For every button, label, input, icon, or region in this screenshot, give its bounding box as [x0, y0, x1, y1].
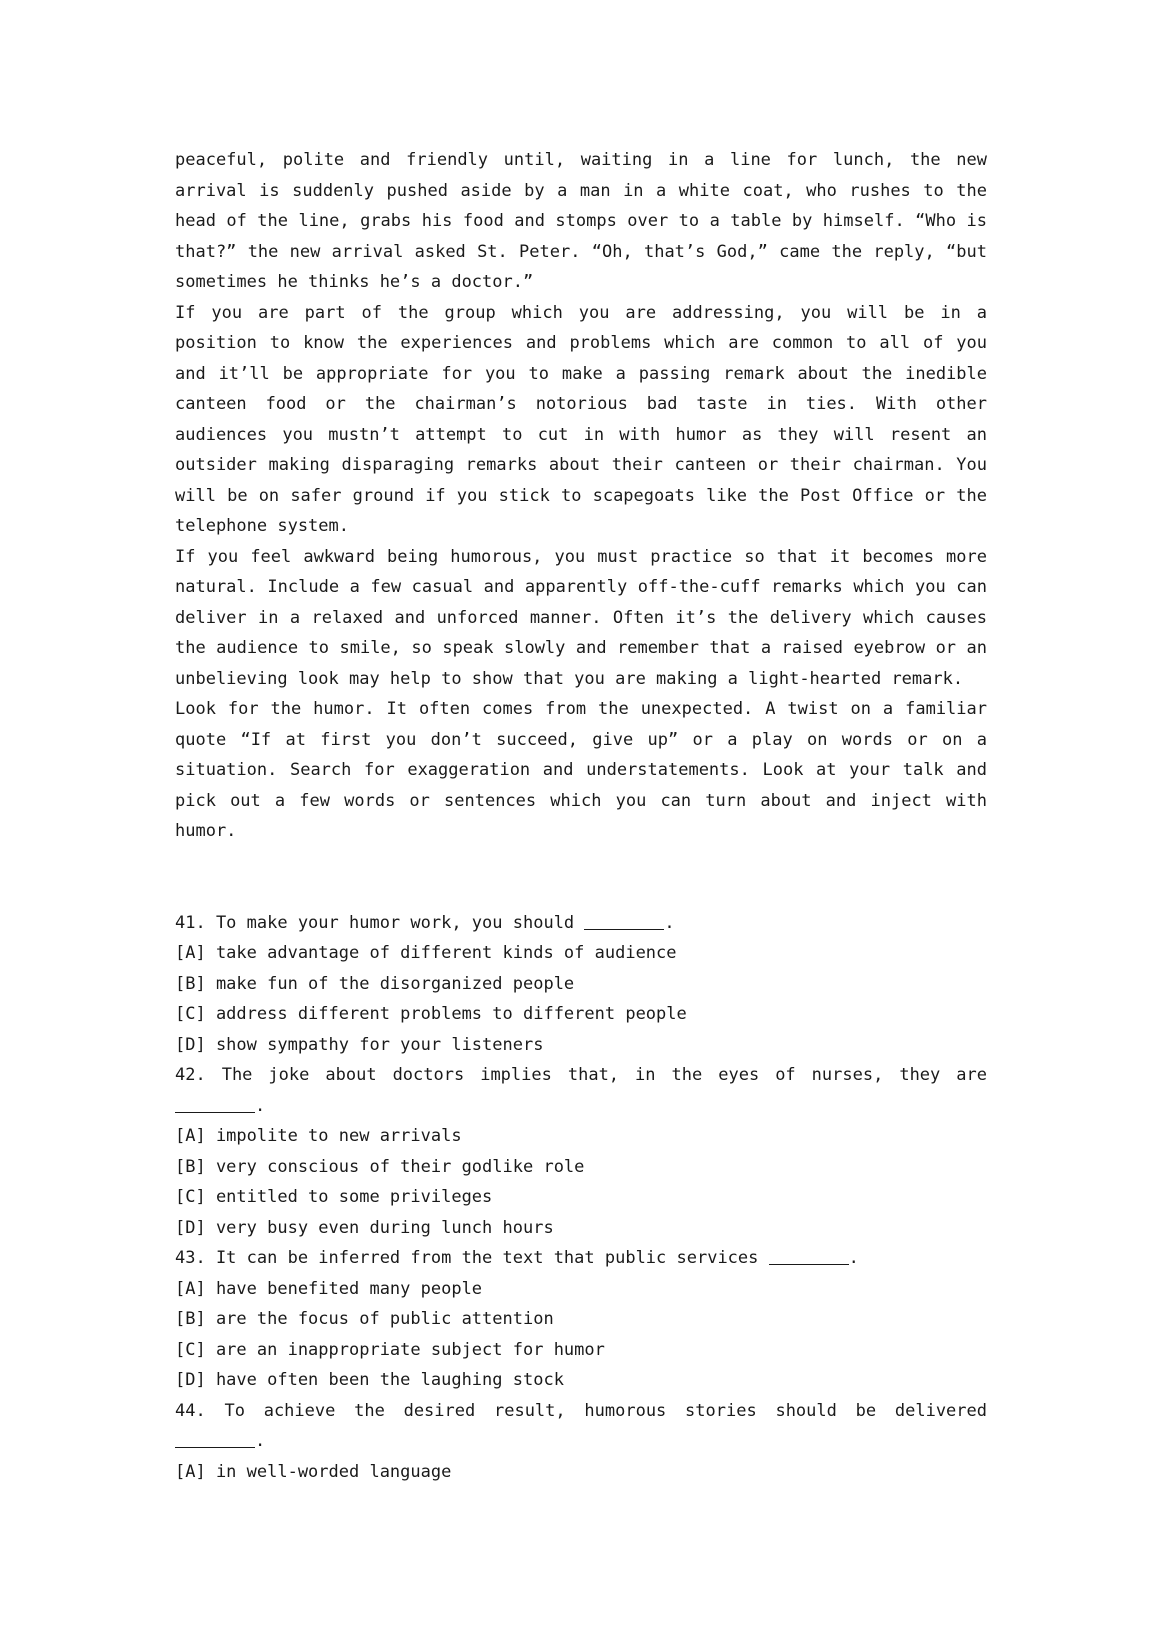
question-stem-continuation	[175, 1426, 987, 1457]
option-a: [A] impolite to new arrivals	[175, 1126, 462, 1146]
answer-blank	[175, 1429, 255, 1448]
passage-paragraph-2: If you are part of the group which you are addressing, you will be in a position to know the experiences and problems which are common to all of you and it’ll be appropriate for you to make a passing remark about the inedible canteen food or the chairman’s notorious bad taste in ties. With other audiences you mustn’t attempt to cut in with humor as they will resent an outsider making disparaging remarks about their canteen or their chairman. You will be on safer ground if you stick to scapegoats like the Post Office or the telephone system.	[175, 302, 987, 536]
passage-paragraph-3: If you feel awkward being humorous, you must practice so that it becomes more natural. Include a few casual and apparently off-the-cuff remarks which you can deliver in a relaxed and unforced manner. Often it’s the delivery which causes the audience to smile, so speak slowly and remember that a raised eyebrow or an unbelieving look may help to show that you are making a light-hearted remark.	[175, 546, 987, 689]
question-stem-tail: .	[664, 912, 675, 933]
document-page	[175, 145, 987, 1487]
option-a: [A] in well-worded language	[175, 1461, 452, 1482]
option-d: [D] show sympathy for your listeners	[175, 1034, 544, 1055]
question-41	[175, 908, 987, 1061]
option-b: [B] are the focus of public attention	[175, 1309, 554, 1329]
question-stem-text: 44. To achieve the desired result, humorous stories should be delivered	[175, 1400, 987, 1421]
option-d: [D] have often been the laughing stock	[175, 1370, 564, 1390]
question-stem-continuation	[175, 1091, 987, 1122]
option-c: [C] entitled to some privileges	[175, 1187, 493, 1207]
option-a: [A] have benefited many people	[175, 1278, 483, 1299]
question-stem-tail: .	[255, 1431, 266, 1451]
answer-blank	[584, 911, 664, 930]
answer-blank	[769, 1246, 849, 1265]
question-stem-text: 42. The joke about doctors implies that, in the eyes of nurses, they are	[175, 1065, 987, 1085]
question-44	[175, 1396, 987, 1488]
option-b: [B] very conscious of their godlike role	[175, 1156, 585, 1177]
question-stem-tail: .	[848, 1248, 859, 1268]
question-stem-text: 43. It can be inferred from the text that public services	[175, 1248, 759, 1268]
question-stem	[175, 1243, 987, 1274]
option-a: [A] take advantage of different kinds of audience	[175, 943, 677, 963]
option-c: [C] are an inappropriate subject for humor	[175, 1339, 605, 1360]
question-43	[175, 1243, 987, 1396]
question-stem-text: 41. To make your humor work, you should	[175, 912, 575, 933]
section-spacer	[175, 847, 987, 908]
question-stem	[175, 908, 987, 939]
question-42	[175, 1060, 987, 1243]
passage-paragraph-4: Look for the humor. It often comes from the unexpected. A twist on a familiar quote “If at first you don’t succeed, give up” or a play on words or on a situation. Search for exaggeration and understatements. Look at your talk and pick out a few words or sentences which you can turn about and inject with humor.	[175, 699, 987, 841]
question-stem-tail: .	[255, 1095, 266, 1116]
option-b: [B] make fun of the disorganized people	[175, 973, 575, 994]
option-d: [D] very busy even during lunch hours	[175, 1217, 554, 1238]
answer-blank	[175, 1094, 255, 1113]
passage-paragraph-1: peaceful, polite and friendly until, waiting in a line for lunch, the new arrival is suddenly pushed aside by a man in a white coat, who rushes to the head of the line, grabs his food and stomps over to a table by himself. “Who is that?” the new arrival asked St. Peter. “Oh, that’s God,” came the reply, “but sometimes he thinks he’s a doctor.”	[175, 150, 987, 292]
option-c: [C] address different problems to different people	[175, 1004, 687, 1024]
